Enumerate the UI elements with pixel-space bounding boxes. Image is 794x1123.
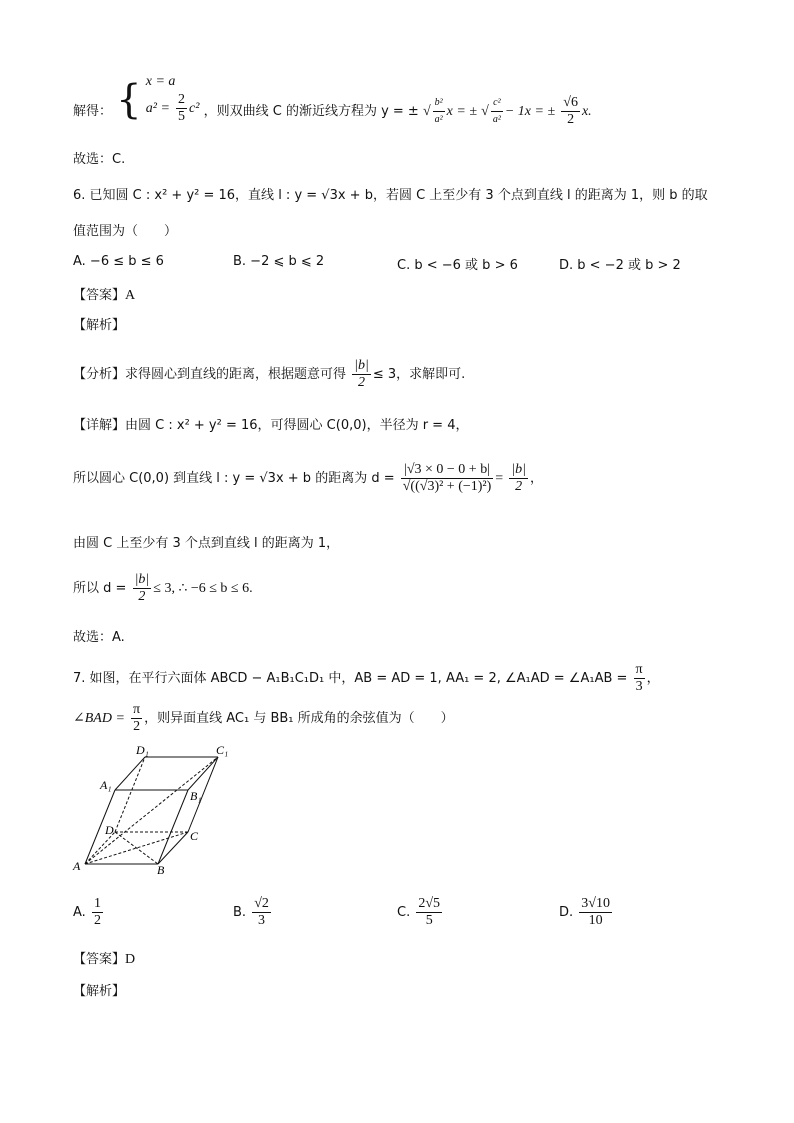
edge-bb1 xyxy=(158,790,188,864)
system-eq-2 xyxy=(146,92,200,125)
option-c-fraction: $\frac{2√5}{5}$ xyxy=(418,896,441,928)
label-d1: D₁ xyxy=(136,743,149,757)
q6-answer-line xyxy=(73,286,135,306)
equation-system xyxy=(146,72,200,125)
q6-option-b: B. −2 ⩽ b ⩽ 2 xyxy=(233,254,325,269)
q6-option-d: D. b < −2 或 b > 2 xyxy=(559,258,681,273)
label-b: B xyxy=(157,863,165,877)
q6-final-answer: 故选：A. xyxy=(73,630,125,645)
label-a1: A₁ xyxy=(100,778,112,792)
diag-db xyxy=(115,832,158,864)
answer-tag: 【答案】 xyxy=(73,952,126,967)
eq2-tail: c² xyxy=(189,101,200,116)
distance-lead: 所以圆心 C(0,0) 到直线 l : y = √3x + b 的距离为 d = xyxy=(73,471,395,486)
solve-system-line xyxy=(73,70,592,127)
angle-bad: ∠BAD = xyxy=(73,711,125,726)
answer-tag: 【答案】 xyxy=(73,288,126,303)
q6-answer: A xyxy=(125,288,136,303)
so-fraction: $\frac{|b|}{2}$ xyxy=(134,572,150,604)
xiangjie-text: 由圆 C : x² + y² = 16，可得圆心 C(0,0)，半径为 r = 4， xyxy=(125,418,469,433)
q6-condition-line: 由圆 C 上至少有 3 个点到直线 l 的距离为 1， xyxy=(73,536,340,551)
q6-fenxi-line xyxy=(73,358,465,391)
label-b1: B₁ xyxy=(190,789,202,803)
option-b-fraction: $\frac{√2}{3}$ xyxy=(254,896,269,928)
option-d-fraction: $\frac{3√10}{10}$ xyxy=(581,896,610,928)
system-brace: { xyxy=(116,77,142,123)
label-d: D xyxy=(105,823,114,837)
fenxi-tag: 【分析】 xyxy=(73,367,126,382)
fraction-pi-2: $\frac{\pi}{2}$ xyxy=(133,702,141,734)
asymptote-lead: ，则双曲线 C 的渐近线方程为 y = ± xyxy=(203,104,419,119)
q6-stem-line1: 6. 已知圆 C : x² + y² = 16，直线 l : y = √3x + b，若圆 C 上至少有 3 个点到直线 l 的距离为 1，则 b 的取 xyxy=(73,188,708,203)
distance-fraction-2: $\frac{|b|}{2}$ xyxy=(511,462,527,494)
distance-end: ， xyxy=(530,471,544,486)
q7-answer: D xyxy=(125,952,136,967)
q7-stem-text: 7. 如图，在平行六面体 ABCD − A₁B₁C₁D₁ 中，AB = AD = 1, AA₁ = 2, ∠A₁AD = ∠A₁AB = xyxy=(73,671,628,686)
q6-xiangjie-line xyxy=(73,416,468,436)
q7-option-d xyxy=(559,896,614,929)
q7-option-a xyxy=(73,896,105,929)
parallelepiped-figure xyxy=(70,742,240,877)
option-letter: B. xyxy=(233,905,247,920)
q7-stem-end: ， xyxy=(646,671,660,686)
asym-mid2: − 1x = ± xyxy=(504,104,556,119)
q7-stem-tail: ，则异面直线 AC₁ 与 BB₁ 所成角的余弦值为（ ） xyxy=(144,711,454,726)
q6-distance-line xyxy=(73,462,543,495)
label-c: C xyxy=(190,829,199,843)
prev-answer: 故选：C. xyxy=(73,152,126,167)
edge-b1c1 xyxy=(188,757,218,790)
fenxi-text: 求得圆心到直线的距离，根据题意可得 xyxy=(125,367,347,382)
eq2-lhs: a² = xyxy=(145,101,170,116)
distance-eq: = xyxy=(495,471,504,486)
solve-label: 解得： xyxy=(73,104,113,119)
q6-analysis-tag: 【解析】 xyxy=(73,318,126,333)
q7-option-b xyxy=(233,896,273,929)
q7-analysis-tag: 【解析】 xyxy=(73,984,126,999)
q6-so-line xyxy=(73,572,253,605)
label-c1: C₁ xyxy=(216,743,229,757)
asymptote-text xyxy=(203,95,592,127)
q7-answer-line xyxy=(73,950,135,970)
q7-stem-line2 xyxy=(73,702,454,735)
system-eq-1: x = a xyxy=(145,74,176,89)
asym-mid: x = ± xyxy=(446,104,478,119)
so-lead: 所以 d = xyxy=(73,581,127,596)
fraction-2-5: $\frac{2}{5}$ xyxy=(178,92,186,124)
edge-dd1 xyxy=(115,757,145,832)
option-letter: A. xyxy=(73,905,86,920)
q7-stem-line1 xyxy=(73,662,660,695)
option-letter: D. xyxy=(559,905,574,920)
fraction-sqrt6-2: $\frac{√6}{2}$ xyxy=(563,95,578,127)
fraction-pi-3: $\frac{\pi}{3}$ xyxy=(635,662,643,694)
sqrt-b2-a2: √ $\frac{\text{b²}}{\text{a²}}$ xyxy=(422,97,443,126)
fraction-abs-b-2: $\frac{|b|}{2}$ xyxy=(354,358,369,390)
so-tail: ≤ 3, ∴ −6 ≤ b ≤ 6. xyxy=(153,581,253,596)
q6-option-c: C. b < −6 或 b > 6 xyxy=(397,258,518,273)
option-letter: C. xyxy=(397,905,411,920)
distance-fraction: $\frac{|√3 \times 0 - 0 + b|}{\text{√((√3)² + (−1)²)}}$ xyxy=(402,462,492,494)
q6-option-a: A. −6 ≤ b ≤ 6 xyxy=(73,254,164,269)
label-a: A xyxy=(73,859,81,873)
edge-a1d1 xyxy=(115,757,145,790)
q6-stem-line2: 值范围为（ ） xyxy=(73,224,178,239)
fenxi-tail: ≤ 3，求解即可. xyxy=(372,367,466,382)
asym-end: x. xyxy=(581,104,592,119)
xiangjie-tag: 【详解】 xyxy=(73,418,126,433)
option-a-fraction: $\frac{1}{2}$ xyxy=(93,896,101,928)
sqrt-c2-a2: √ $\frac{\text{c²}}{\text{a²}}$ xyxy=(481,97,501,126)
q7-option-c xyxy=(397,896,444,929)
diag-ac1 xyxy=(85,757,218,864)
